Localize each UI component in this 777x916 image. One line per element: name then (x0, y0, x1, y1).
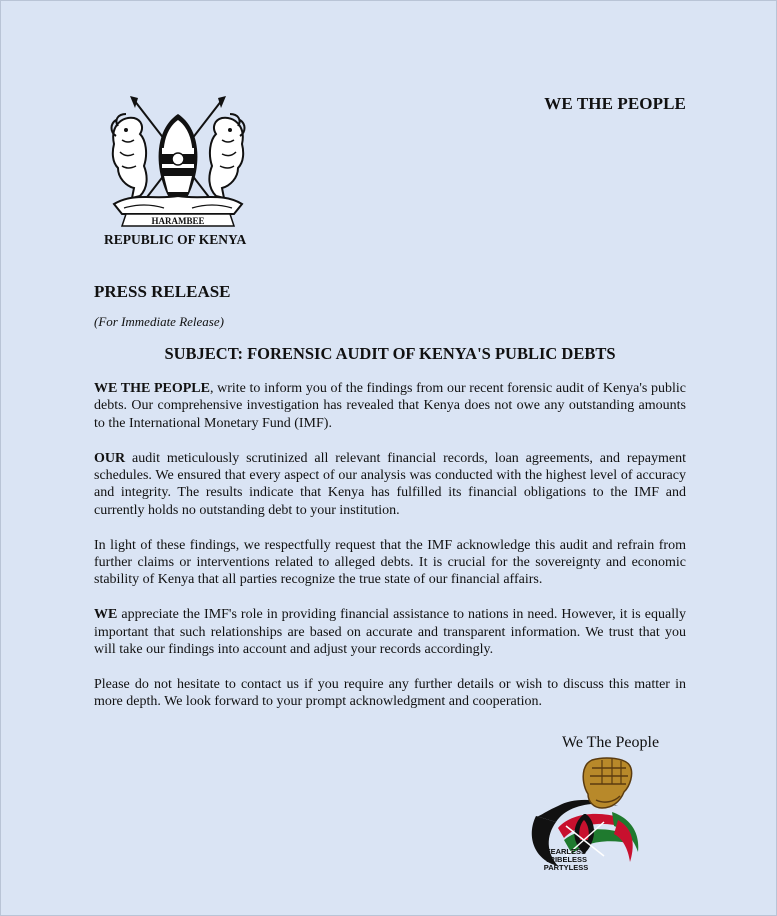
signature: We The People (562, 734, 660, 751)
letter-body (94, 380, 686, 728)
paragraph-text: In light of these findings, we respectfully request that the IMF acknowledge this audit and refrain from further claims or interventions related to alleged debts. It is crucial for the sovereignty and economic stability of Kenya that all parties recognize the true state of our financial affairs. (94, 537, 686, 588)
immediate-release-note: (For Immediate Release) (94, 314, 224, 329)
paragraph-text: , write to inform you of the findings from our recent forensic audit of Kenya's public debts. Our comprehensive investigation has revealed that Kenya does not owe any outstanding amounts to the International Monetary Fund (IMF). (94, 381, 686, 431)
paragraph-text: audit meticulously scrutinized all relevant financial records, loan agreements, and repayment schedules. We ensured that every aspect of our analysis was conducted with the highest level of accuracy and integrity. The results indicate that Kenya has fulfilled its financial obligations to the IMF and currently holds no outstanding debt to your institution. (94, 450, 686, 518)
paragraph-2 (94, 450, 686, 520)
kenya-coat-of-arms-icon (104, 96, 252, 230)
paragraph-1 (94, 380, 686, 432)
header-we-the-people: WE THE PEOPLE (544, 94, 686, 113)
press-release-heading: PRESS RELEASE (94, 282, 231, 301)
paragraph-lead: WE (94, 607, 118, 623)
paragraph-lead: OUR (94, 450, 126, 466)
raised-fist-kenya-flag-icon (522, 756, 650, 872)
paragraph-3 (94, 537, 686, 589)
paragraph-5 (94, 676, 686, 711)
badge-line-fearless: FEARLESS (545, 847, 587, 856)
paragraph-text: Please do not hesitate to contact us if you require any further details or wish to discuss this matter in more depth. We look forward to your prompt acknowledgment and cooperation. (94, 676, 686, 710)
republic-label: REPUBLIC OF KENYA (104, 232, 247, 247)
paragraph-4 (94, 606, 686, 658)
badge-line-partyless: PARTYLESS (543, 863, 589, 872)
subject-line: SUBJECT: FORENSIC AUDIT OF KENYA'S PUBLIC DEBTS (164, 344, 616, 363)
motto-text: HARAMBEE (151, 216, 205, 226)
badge-line-tribeless: TRIBELESS (544, 855, 588, 864)
paragraph-lead: WE THE PEOPLE (94, 381, 210, 396)
paragraph-text: appreciate the IMF's role in providing financial assistance to nations in need. However, it is equally important that such relationships are based on accurate and transparent information. We trust that you will take our findings into account and adjust your records accordingly. (94, 607, 686, 658)
